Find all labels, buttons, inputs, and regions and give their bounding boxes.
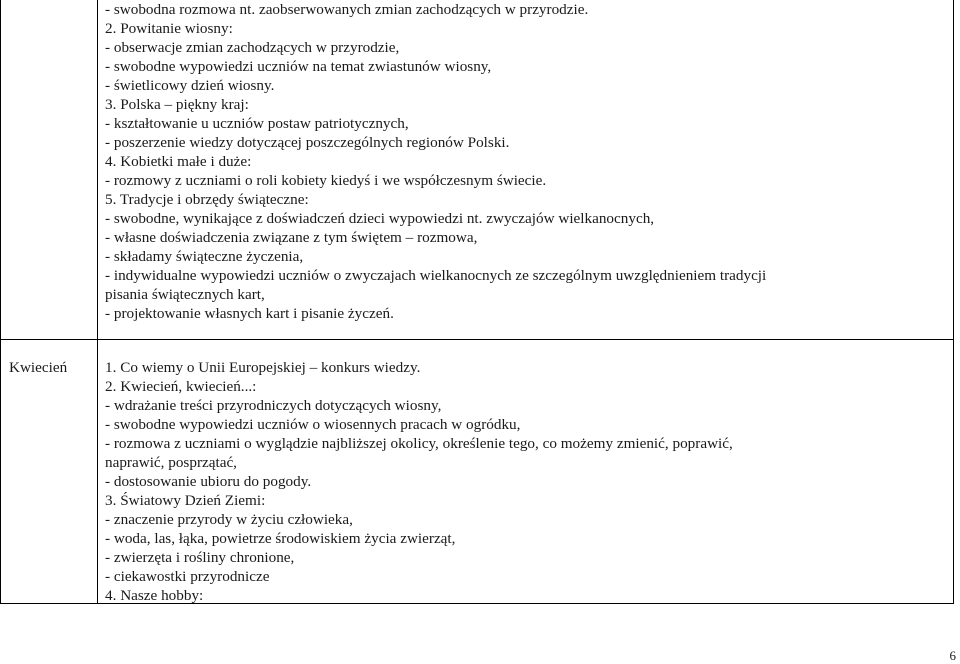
row2-line: naprawić, posprzątać,: [105, 454, 237, 471]
row2-line: - dostosowanie ubioru do pogody.: [105, 473, 312, 490]
row2-line: 4. Nasze hobby:: [105, 587, 204, 604]
row1-line: - swobodne wypowiedzi uczniów na temat zwiastunów wiosny,: [105, 58, 492, 75]
table-row-divider: [0, 339, 954, 340]
row1-line: - indywidualne wypowiedzi uczniów o zwyczajach wielkanocnych ze szczególnym uwzględnieniem tradycji: [105, 267, 767, 284]
month-label: Kwiecień: [9, 359, 68, 376]
row2-line: - znaczenie przyrody w życiu człowieka,: [105, 511, 353, 528]
row2-line: 3. Światowy Dzień Ziemi:: [105, 492, 266, 509]
row1-line: 2. Powitanie wiosny:: [105, 20, 233, 37]
table-column-divider: [97, 0, 98, 604]
row2-line: 1. Co wiemy o Unii Europejskiej – konkurs wiedzy.: [105, 359, 421, 376]
row1-line: - składamy świąteczne życzenia,: [105, 248, 304, 265]
row1-line: - swobodne, wynikające z doświadczeń dzieci wypowiedzi nt. zwyczajów wielkanocnych,: [105, 210, 655, 227]
table-border-left: [0, 0, 1, 604]
row1-line: 3. Polska – piękny kraj:: [105, 96, 249, 113]
row2-line: - zwierzęta i rośliny chronione,: [105, 549, 295, 566]
row1-line: 5. Tradycje i obrzędy świąteczne:: [105, 191, 309, 208]
row2-line: - rozmowa z uczniami o wyglądzie najbliższej okolicy, określenie tego, co możemy zmienić, poprawić,: [105, 435, 733, 452]
row1-line: - własne doświadczenia związane z tym świętem – rozmowa,: [105, 229, 478, 246]
row2-line: - ciekawostki przyrodnicze: [105, 568, 270, 585]
row2-line: - swobodne wypowiedzi uczniów o wiosennych pracach w ogródku,: [105, 416, 521, 433]
row1-line: - rozmowy z uczniami o roli kobiety kiedyś i we współczesnym świecie.: [105, 172, 547, 189]
row1-line: 4. Kobietki małe i duże:: [105, 153, 252, 170]
row1-line: - swobodna rozmowa nt. zaobserwowanych zmian zachodzących w przyrodzie.: [105, 1, 589, 18]
page-number: 6: [949, 648, 956, 663]
row1-line: pisania świątecznych kart,: [105, 286, 265, 303]
row1-line: - kształtowanie u uczniów postaw patriotycznych,: [105, 115, 409, 132]
row1-line: - obserwacje zmian zachodzących w przyrodzie,: [105, 39, 400, 56]
row1-line: - świetlicowy dzień wiosny.: [105, 77, 275, 94]
row2-line: - wdrażanie treści przyrodniczych dotyczących wiosny,: [105, 397, 442, 414]
row2-line: - woda, las, łąka, powietrze środowiskiem życia zwierząt,: [105, 530, 456, 547]
table-border-right: [953, 0, 954, 604]
row2-line: 2. Kwiecień, kwiecień...:: [105, 378, 257, 395]
row1-line: - poszerzenie wiedzy dotyczącej poszczególnych regionów Polski.: [105, 134, 510, 151]
row1-line: - projektowanie własnych kart i pisanie życzeń.: [105, 305, 394, 322]
